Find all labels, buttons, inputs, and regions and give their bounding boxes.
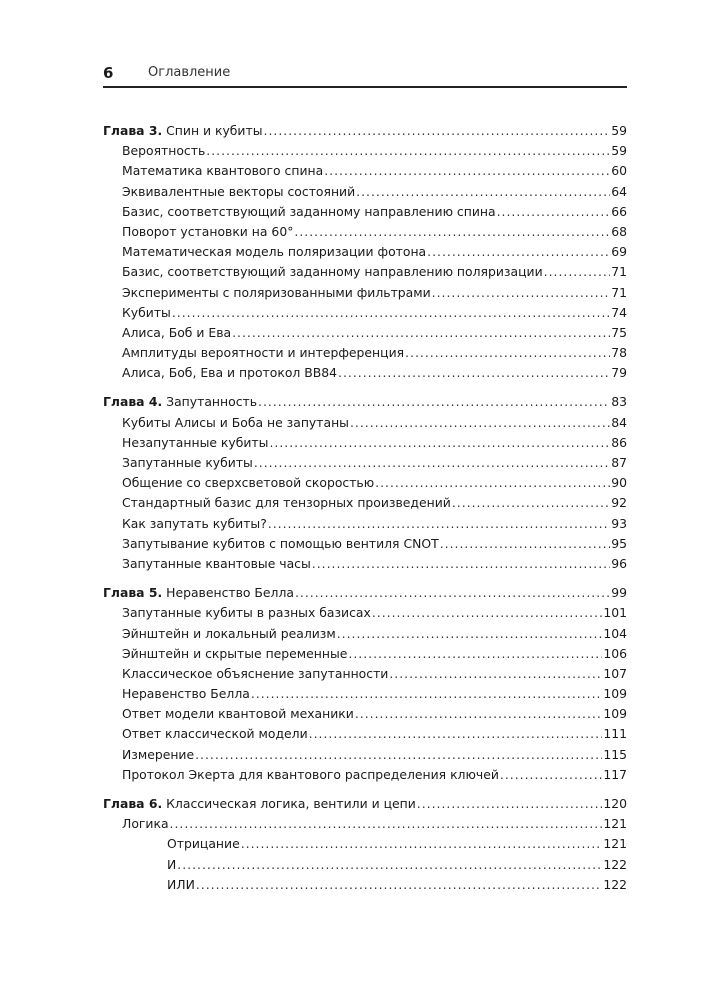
toc-entry[interactable] (103, 624, 627, 644)
dot-leader (337, 624, 603, 644)
toc-entry-title (122, 704, 354, 724)
dot-leader (172, 303, 610, 323)
toc-entry-title (122, 554, 311, 574)
toc-entry-title (122, 765, 499, 785)
entry-title-text: Эйнштейн и скрытые переменные (122, 645, 348, 661)
toc-entry-title (122, 433, 268, 453)
toc-entry[interactable] (103, 493, 627, 513)
toc-page-number: 111 (603, 726, 627, 742)
dot-leader (497, 202, 611, 222)
toc-entry[interactable] (103, 664, 627, 684)
toc-page-number: 107 (603, 665, 627, 681)
toc-entry-title (122, 624, 336, 644)
toc-page-number: 120 (603, 796, 627, 811)
entry-title-text: Логика (122, 816, 169, 832)
toc-entry[interactable] (103, 534, 627, 554)
toc-entry-title (103, 392, 257, 412)
dot-leader (196, 875, 602, 895)
dot-leader (170, 814, 603, 834)
toc-entry[interactable] (103, 222, 627, 242)
toc-page-number: 69 (611, 244, 627, 260)
toc-entry-title (122, 534, 439, 554)
dot-leader (264, 121, 611, 141)
toc-entry[interactable] (103, 514, 627, 534)
toc-entry[interactable] (103, 473, 627, 493)
toc-entry-title (122, 343, 404, 363)
toc-page-number: 122 (603, 856, 627, 872)
toc-page-number: 71 (611, 264, 627, 280)
toc-page-number: 78 (611, 345, 627, 361)
dot-leader (372, 603, 603, 623)
running-title: Оглавление (148, 65, 231, 80)
toc-entry-title (122, 202, 496, 222)
toc-entry-title (103, 121, 263, 141)
chapter-number: Глава 3. (103, 123, 163, 138)
dot-leader (356, 182, 610, 202)
dot-leader (375, 473, 610, 493)
entry-title-text: Амплитуды вероятности и интерференция (122, 345, 405, 361)
dot-leader (269, 433, 610, 453)
toc-entry-title (122, 664, 388, 684)
toc-page-number: 122 (603, 876, 627, 892)
toc-entry[interactable] (103, 242, 627, 262)
toc-entry-title (122, 603, 371, 623)
toc-entry-title (122, 161, 323, 181)
toc-entry-title (122, 493, 451, 513)
toc-entry[interactable] (103, 433, 627, 453)
dot-leader (268, 514, 610, 534)
toc-entry[interactable] (103, 855, 627, 875)
entry-title-text: ИЛИ (167, 876, 195, 892)
dot-leader (417, 794, 603, 814)
entry-title-text: Запутывание кубитов с помощью вентиля CNOT (122, 535, 439, 551)
entry-title-text: Ответ классической модели (122, 726, 308, 742)
toc-entry[interactable] (103, 363, 627, 383)
toc-entry[interactable] (103, 814, 627, 834)
entry-title-text: Базис, соответствующий заданному направлению спина (122, 203, 496, 219)
entry-title-text: Как запутать кубиты? (122, 515, 267, 531)
entry-title-text: Эквивалентные векторы состояний (122, 183, 356, 199)
toc-page-number: 90 (611, 475, 627, 491)
toc-page-number: 59 (611, 143, 627, 159)
toc-entry[interactable] (103, 603, 627, 623)
entry-title-text: Незапутанные кубиты (122, 434, 269, 450)
entry-title-text: Поворот установки на 60° (122, 223, 294, 239)
toc-entry[interactable] (103, 141, 627, 161)
toc-page-number: 93 (611, 515, 627, 531)
toc-entry[interactable] (103, 303, 627, 323)
dot-leader (241, 834, 603, 854)
entry-title-text: Алиса, Боб, Ева и протокол BB84 (122, 365, 338, 381)
toc-entry-title (122, 473, 374, 493)
chapter-number: Глава 4. (103, 394, 163, 410)
entry-title-text: Запутанные кубиты (122, 455, 253, 470)
toc-entry[interactable] (103, 182, 627, 202)
toc-entry-title (122, 283, 431, 303)
toc-page-number: 109 (603, 706, 627, 722)
toc-entry[interactable] (103, 453, 627, 473)
toc-entry-title (122, 745, 194, 765)
toc-entry[interactable] (103, 765, 627, 785)
toc-page-number: 59 (611, 123, 627, 138)
toc-entry[interactable] (103, 554, 627, 574)
entry-title-text: Запутанные квантовые часы (122, 555, 311, 571)
toc-chapter[interactable] (103, 392, 627, 412)
dot-leader (232, 323, 610, 343)
toc-page-number: 106 (603, 645, 627, 661)
toc-entry-title (103, 794, 416, 814)
toc-page-number: 117 (603, 766, 627, 782)
toc-entry-title (122, 242, 426, 262)
dot-leader (355, 704, 603, 724)
dot-leader (294, 222, 610, 242)
toc-page-number: 74 (611, 304, 627, 320)
toc-page-number: 86 (611, 434, 627, 450)
dot-leader (324, 161, 610, 181)
toc-page-number: 99 (611, 585, 627, 601)
dot-leader (177, 855, 602, 875)
toc-entry-title (122, 514, 267, 534)
entry-title-text: Эйнштейн и локальный реализм (122, 625, 336, 641)
dot-leader (312, 554, 610, 574)
entry-title-text: Отрицание (167, 836, 240, 852)
toc-entry-title (122, 814, 169, 834)
dot-leader (500, 765, 602, 785)
toc-entry-title (103, 583, 294, 603)
entry-title-text: Эксперименты с поляризованными фильтрами (122, 284, 431, 300)
toc-page-number: 84 (611, 414, 627, 430)
entry-title-text: Запутанные кубиты в разных базисах (122, 605, 371, 621)
dot-leader (309, 724, 603, 744)
entry-title-text: Математика квантового спина (122, 163, 324, 179)
toc-entry-title (122, 684, 250, 704)
toc-page-number: 109 (603, 686, 627, 702)
toc-entry-title (122, 363, 337, 383)
toc-page-number: 92 (611, 495, 627, 511)
dot-leader (295, 583, 610, 603)
dot-leader (348, 644, 602, 664)
dot-leader (350, 413, 610, 433)
toc-entry-title (122, 262, 543, 282)
entry-title-text: Неравенство Белла (122, 686, 250, 702)
toc-entry[interactable] (103, 704, 627, 724)
toc-entry[interactable] (103, 644, 627, 664)
dot-leader (427, 242, 610, 262)
dot-leader (405, 343, 610, 363)
toc-page-number: 121 (603, 836, 627, 852)
entry-title-text: Кубиты (122, 304, 171, 320)
toc-entry[interactable] (103, 323, 627, 343)
entry-title-text: Измерение (122, 746, 195, 762)
page-number: 6 (103, 64, 114, 82)
toc-page-number: 71 (611, 284, 627, 300)
toc-entry-title (122, 724, 308, 744)
dot-leader (440, 534, 611, 554)
toc-page-number: 60 (611, 163, 627, 179)
entry-title-text: Классическая логика, вентили и цепи (166, 796, 416, 811)
dot-leader (251, 684, 603, 704)
toc-chapter[interactable] (103, 583, 627, 603)
entry-title-text: Математическая модель поляризации фотона (122, 244, 427, 260)
toc-page-number: 96 (611, 555, 627, 571)
toc-entry[interactable] (103, 684, 627, 704)
toc-chapter[interactable] (103, 794, 627, 814)
toc-entry-title (167, 855, 176, 875)
toc-page-number: 95 (611, 535, 627, 551)
toc-page-number: 64 (611, 183, 627, 199)
toc-entry[interactable] (103, 834, 627, 854)
toc-entry-title (167, 875, 195, 895)
entry-title-text: Базис, соответствующий заданному направлению поляризации (122, 264, 543, 280)
entry-title-text: Алиса, Боб и Ева (122, 324, 232, 340)
dot-leader (389, 664, 602, 684)
toc-entry[interactable] (103, 262, 627, 282)
entry-title-text: Стандартный базис для тензорных произведений (122, 495, 451, 511)
toc-entry-title (122, 222, 293, 242)
toc-page-number: 66 (611, 203, 627, 219)
toc-page-number: 87 (611, 455, 627, 470)
toc-entry-title (122, 303, 171, 323)
toc-entry[interactable] (103, 202, 627, 222)
toc-entry[interactable] (103, 343, 627, 363)
toc-page-number: 115 (603, 746, 627, 762)
toc-page-number: 104 (603, 625, 627, 641)
dot-leader (254, 453, 610, 473)
chapter-number: Глава 5. (103, 585, 163, 601)
dot-leader (338, 363, 610, 383)
toc-chapter[interactable] (103, 121, 627, 141)
toc-entry-title (122, 323, 231, 343)
dot-leader (258, 392, 610, 412)
toc-entry-title (122, 453, 253, 473)
toc-page-number: 83 (611, 394, 627, 410)
entry-title-text: Запутанность (166, 394, 258, 410)
toc-page-number: 79 (611, 365, 627, 381)
entry-title-text: Вероятность (122, 143, 206, 159)
toc-entry[interactable] (103, 283, 627, 303)
entry-title-text: Спин и кубиты (166, 123, 263, 138)
entry-title-text: Неравенство Белла (166, 585, 294, 601)
dot-leader (544, 262, 611, 282)
toc-entry[interactable] (103, 161, 627, 181)
page-header (103, 64, 627, 88)
entry-title-text: Ответ модели квантовой механики (122, 706, 354, 722)
entry-title-text: И (167, 856, 177, 872)
dot-leader (206, 141, 610, 161)
dot-leader (195, 745, 602, 765)
toc-entry[interactable] (103, 724, 627, 744)
entry-title-text: Классическое объяснение запутанности (122, 665, 389, 681)
toc-entry[interactable] (103, 875, 627, 895)
entry-title-text: Кубиты Алисы и Боба не запутаны (122, 414, 349, 430)
toc-entry-title (122, 182, 355, 202)
toc-entry-title (122, 644, 347, 664)
entry-title-text: Протокол Экерта для квантового распределения ключей (122, 766, 499, 782)
toc-page-number: 75 (611, 324, 627, 340)
dot-leader (432, 283, 611, 303)
toc-page-number: 68 (611, 223, 627, 239)
toc-entry[interactable] (103, 413, 627, 433)
table-of-contents (103, 121, 627, 895)
toc-page-number: 121 (603, 816, 627, 832)
toc-entry[interactable] (103, 745, 627, 765)
toc-entry-title (167, 834, 240, 854)
toc-page-number: 101 (603, 605, 627, 621)
toc-entry-title (122, 141, 205, 161)
toc-entry-title (122, 413, 349, 433)
chapter-number: Глава 6. (103, 796, 163, 811)
entry-title-text: Общение со сверхсветовой скоростью (122, 475, 375, 491)
dot-leader (452, 493, 610, 513)
